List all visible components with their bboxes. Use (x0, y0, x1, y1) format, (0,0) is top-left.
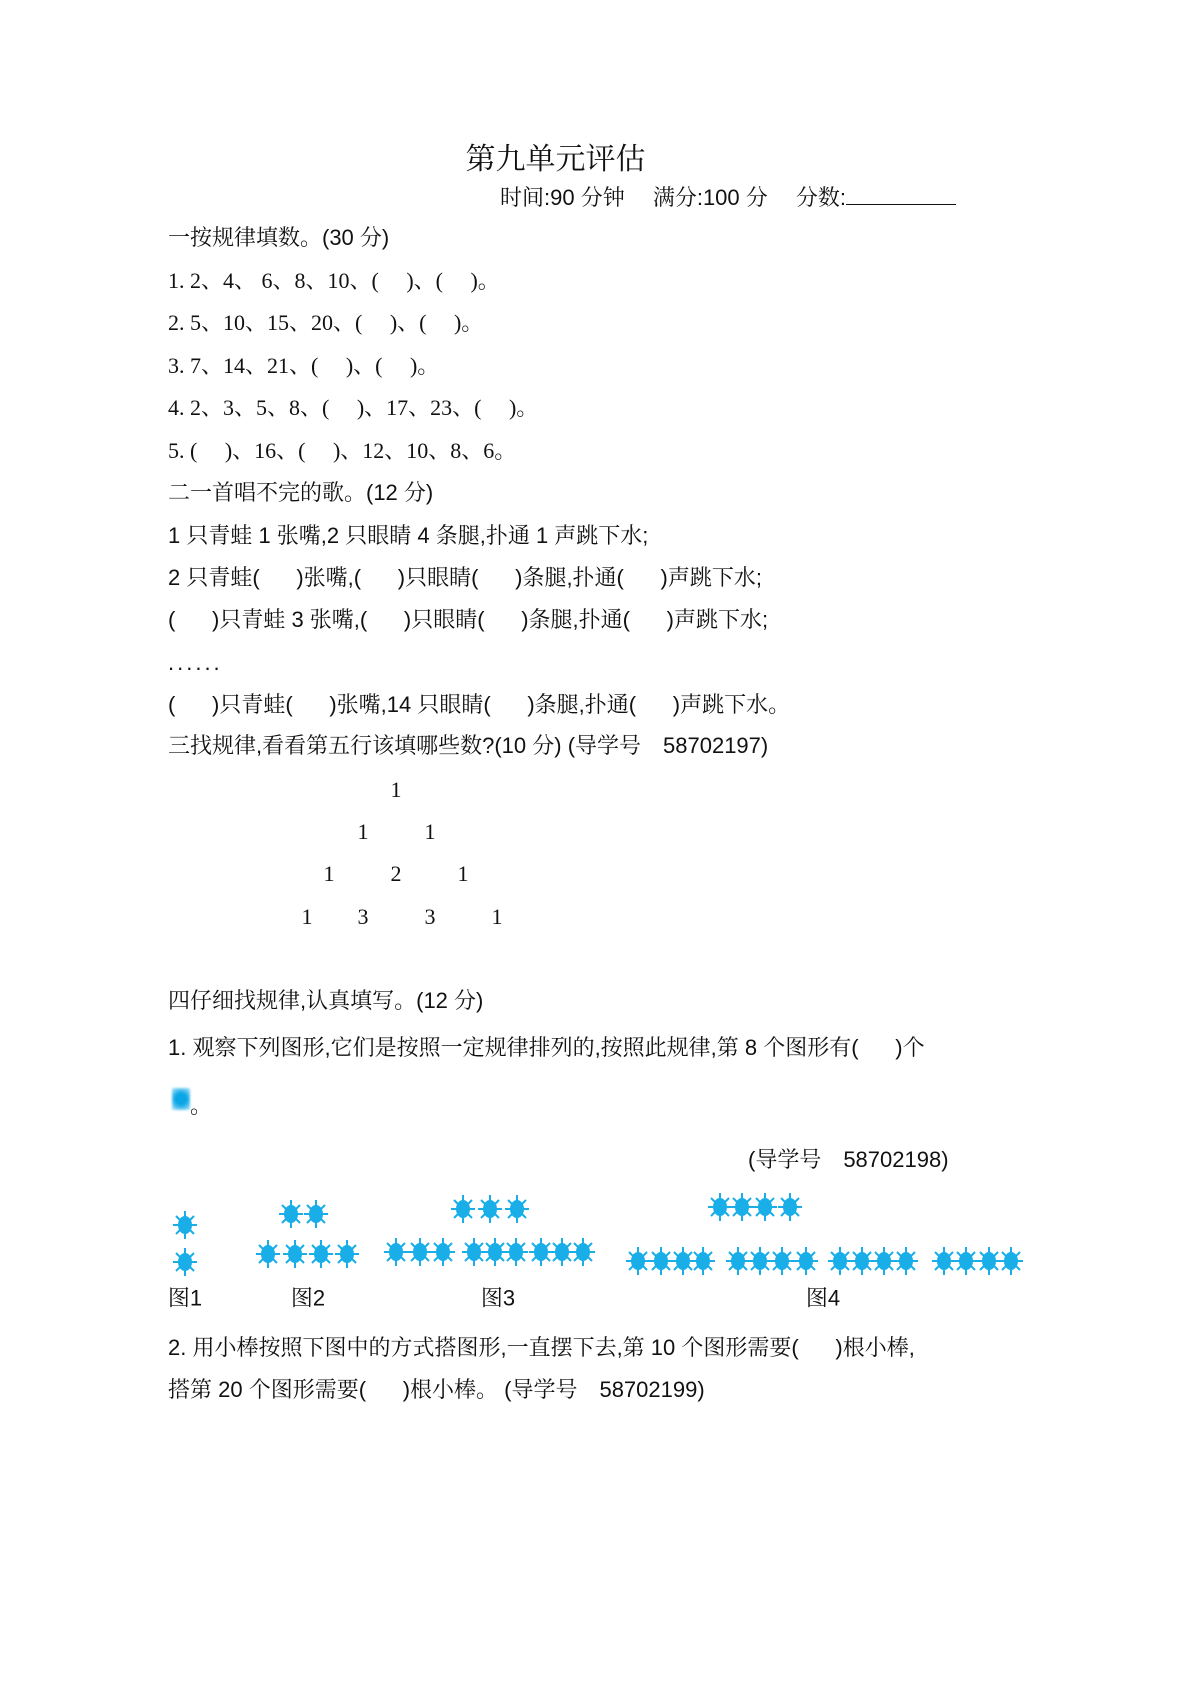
bug-icon (502, 1237, 530, 1267)
q2-line2: 搭第 20 个图形需要( )根小棒。 (导学号 58702199) (168, 1377, 705, 1402)
bug-icon (333, 1239, 361, 1269)
q1-ref: (导学号 58702198) (748, 1147, 949, 1172)
song-ellipsis: ...... (168, 650, 223, 675)
section1-item: 5. ( )、16、( )、12、10、8、6。 (168, 438, 517, 463)
exam-info (500, 184, 956, 212)
full-score-info: 满分:100 分 (652, 185, 768, 210)
triangle-number: 3 (357, 904, 369, 929)
bug-icon (281, 1239, 309, 1269)
triangle-number: 2 (390, 861, 402, 886)
triangle-number: 1 (491, 904, 503, 929)
triangle-number: 1 (457, 861, 469, 886)
bug-icon (997, 1246, 1025, 1276)
song-line: ( )只青蛙 3 张嘴,( )只眼睛( )条腿,扑通( )声跳下水; (168, 607, 769, 632)
section2-heading: 二一首唱不完的歌。(12 分) (168, 480, 434, 505)
figure-label: 图2 (290, 1285, 326, 1311)
section1-heading: 一按规律填数。(30 分) (168, 225, 390, 250)
bug-icon (751, 1192, 779, 1222)
section3-heading: 三找规律,看看第五行该填哪些数?(10 分) (导学号 58702197) (168, 733, 769, 758)
song-line: ( )只青蛙( )张嘴,14 只眼睛( )条腿,扑通( )声跳下水。 (168, 692, 791, 717)
bug-icon (277, 1199, 305, 1229)
triangle-number: 1 (323, 861, 335, 886)
score-blank[interactable] (846, 184, 956, 205)
bug-icon (569, 1237, 597, 1267)
bug-icon (892, 1246, 920, 1276)
triangle-number: 1 (301, 904, 313, 929)
song-line: 2 只青蛙( )张嘴,( )只眼睛( )条腿,扑通( )声跳下水; (168, 565, 762, 590)
triangle-number: 1 (424, 819, 436, 844)
section1-item: 4. 2、3、5、8、( )、17、23、( )。 (168, 395, 539, 420)
bug-icon (254, 1239, 282, 1269)
figure-label: 图1 (167, 1285, 203, 1311)
page-title: 第九单元评估 (465, 143, 646, 176)
bug-icon (302, 1199, 330, 1229)
bug-icon (449, 1194, 477, 1224)
figure-label: 图3 (480, 1285, 516, 1311)
score-label: 分数: (795, 185, 847, 210)
bug-icon (429, 1237, 457, 1267)
bug-icon (171, 1247, 199, 1277)
bug-icon (503, 1194, 531, 1224)
section1-item: 1. 2、4、 6、8、10、( )、( )。 (168, 268, 500, 293)
q1-end: 。 (190, 1093, 213, 1118)
section4-heading: 四仔细找规律,认真填写。(12 分) (168, 988, 484, 1013)
triangle-number: 3 (424, 904, 436, 929)
section1-item: 3. 7、14、21、( )、( )。 (168, 353, 440, 378)
bug-icon (776, 1192, 804, 1222)
song-line: 1 只青蛙 1 张嘴,2 只眼睛 4 条腿,扑通 1 声跳下水; (168, 523, 649, 548)
triangle-number: 1 (357, 819, 369, 844)
time-info: 时间:90 分钟 (500, 185, 625, 210)
bug-icon (792, 1246, 820, 1276)
bug-icon (689, 1246, 717, 1276)
q2-line1: 2. 用小棒按照下图中的方式搭图形,一直摆下去,第 10 个图形需要( )根小棒, (168, 1335, 915, 1360)
section1-item: 2. 5、10、15、20、( )、( )。 (168, 310, 484, 335)
bug-icon (307, 1239, 335, 1269)
bug-icon (171, 1210, 199, 1240)
q1-text: 1. 观察下列图形,它们是按照一定规律排列的,按照此规律,第 8 个图形有( )个 (168, 1035, 925, 1060)
figure-label: 图4 (805, 1285, 841, 1311)
bug-icon-small (172, 1088, 190, 1110)
bug-icon (476, 1194, 504, 1224)
triangle-number: 1 (390, 777, 402, 802)
